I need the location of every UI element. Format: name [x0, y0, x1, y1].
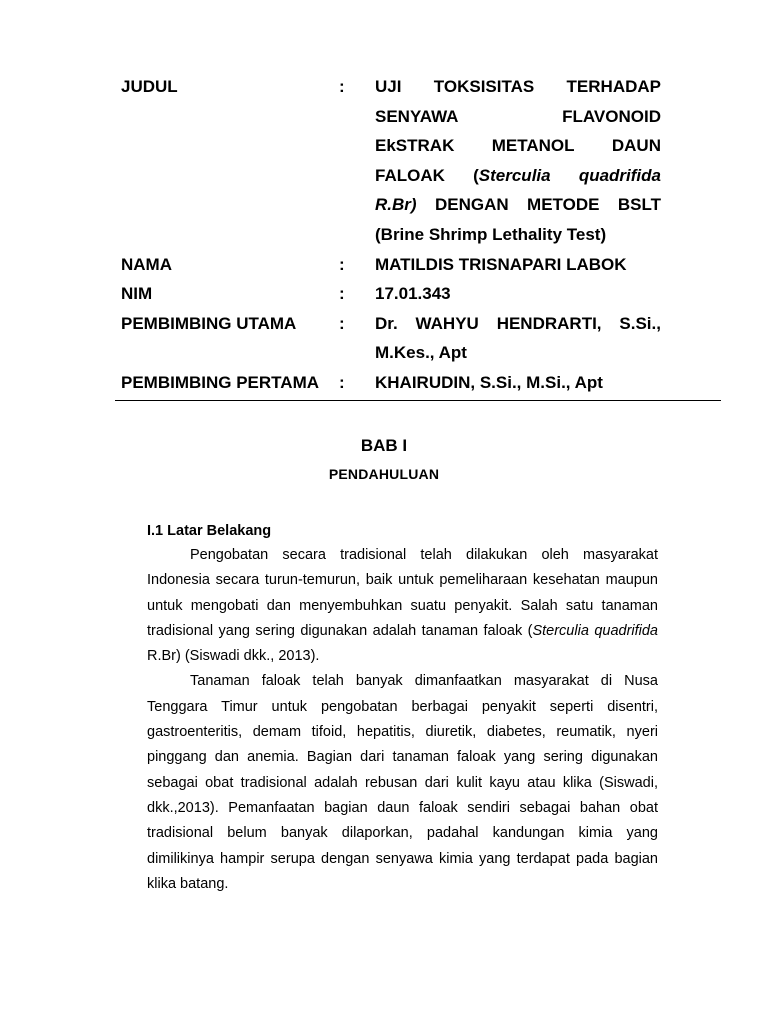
title-paren: (: [473, 165, 479, 185]
advisor-word: WAHYU: [415, 313, 479, 333]
advisor-word: Dr.: [375, 313, 398, 333]
pembimbing-utama-colon: :: [339, 313, 345, 333]
title-word: METODE: [527, 195, 600, 215]
title-word: FALOAK: [375, 165, 445, 185]
title-word: UJI: [375, 77, 402, 96]
pembimbing-pertama-colon: :: [339, 372, 345, 392]
title-word: DENGAN: [434, 195, 509, 215]
advisor-word: HENDRARTI,: [496, 313, 602, 333]
nim-label: NIM: [121, 284, 153, 304]
judul-label: JUDUL: [121, 77, 178, 96]
meta-row-judul: [121, 72, 661, 250]
title-line-1: [375, 72, 661, 102]
title-word-group: [473, 161, 550, 191]
title-word: FLAVONOID: [562, 106, 661, 126]
chapter-number: BAB I: [360, 436, 408, 455]
meta-row-nim: [121, 279, 661, 309]
species-name-italic: Sterculia quadrifida: [532, 622, 658, 639]
pembimbing-pertama-value: KHAIRUDIN, S.Si., M.Si., Apt: [375, 372, 603, 392]
section-heading: I.1 Latar Belakang: [147, 523, 272, 539]
chapter-title: PENDAHULUAN: [328, 466, 440, 482]
title-line-6: [375, 220, 661, 250]
meta-row-pembimbing-pertama: [121, 368, 661, 398]
pembimbing-utama-label: PEMBIMBING UTAMA: [121, 313, 297, 333]
title-word: METANOL: [491, 136, 575, 156]
pembimbing-utama-line-1: [375, 309, 661, 339]
paragraph-2: Tanaman faloak telah banyak dimanfaatkan masyarakat di Nusa Tenggara Timur untuk pengobatan berbagai penyakit seperti disentri, gastroenteritis, demam tifoid, hepatitis, diuretik, diabetes, reumatik, nyeri pinggang dan anemia. Bagian dari tanaman faloak yang sering digunakan sebagai obat tradisional adalah rebusan dari kulit kayu atau klika (Siswadi, dkk.,2013). Pemanfaatan bagian daun faloak sendiri sebagai bahan obat tradisional belum banyak dilaporkan, padahal kandungan kimia yang dimilikinya hampir serupa dengan senyawa kimia yang terdapat pada bagian klika batang.: [147, 673, 658, 892]
horizontal-divider: [115, 400, 721, 401]
judul-value: [375, 72, 661, 250]
title-species-epithet: quadrifida: [578, 165, 661, 185]
pembimbing-utama-value: [375, 309, 661, 368]
title-word: DAUN: [611, 136, 661, 156]
title-word: TOKSISITAS: [433, 77, 535, 96]
title-line-2: [375, 102, 661, 132]
title-species-genus: Sterculia: [478, 165, 551, 185]
nim-value: 17.01.343: [375, 284, 451, 304]
title-word: TERHADAP: [566, 77, 661, 96]
advisor-word: S.Si.,: [619, 313, 661, 333]
pembimbing-pertama-label: PEMBIMBING PERTAMA: [121, 372, 320, 392]
nama-label: NAMA: [121, 254, 172, 274]
judul-colon: :: [339, 77, 345, 96]
meta-row-pembimbing-utama: [121, 309, 661, 368]
title-line-4: [375, 161, 661, 191]
nama-value: MATILDIS TRISNAPARI LABOK: [375, 254, 627, 274]
title-line-5: [375, 190, 661, 220]
title-line-3: [375, 131, 661, 161]
paragraph-1: [147, 543, 658, 669]
title-species-author: R.Br): [375, 195, 417, 215]
nama-colon: :: [339, 254, 345, 274]
nim-colon: :: [339, 284, 345, 304]
meta-row-nama: [121, 250, 661, 280]
title-word: SENYAWA: [375, 106, 459, 126]
title-word: BSLT: [617, 195, 661, 215]
title-word: (Brine Shrimp Lethality Test): [375, 224, 607, 244]
body-text: [147, 543, 658, 897]
pembimbing-utama-line-2: M.Kes., Apt: [375, 343, 467, 363]
paragraph-1-text: Pengobatan secara tradisional telah dilakukan oleh masyarakat Indonesia secara turun-temurun, baik untuk pemeliharaan kesehatan maupun untuk mengobati dan menyembuhkan suatu penyakit. Salah satu tanaman tradisional yang sering digunakan adalah tanaman faloak (: [147, 547, 658, 639]
title-word: EkSTRAK: [375, 136, 455, 156]
paragraph-1-end: R.Br) (Siswadi dkk., 2013).: [147, 648, 320, 665]
thesis-metadata-table: [121, 72, 661, 398]
